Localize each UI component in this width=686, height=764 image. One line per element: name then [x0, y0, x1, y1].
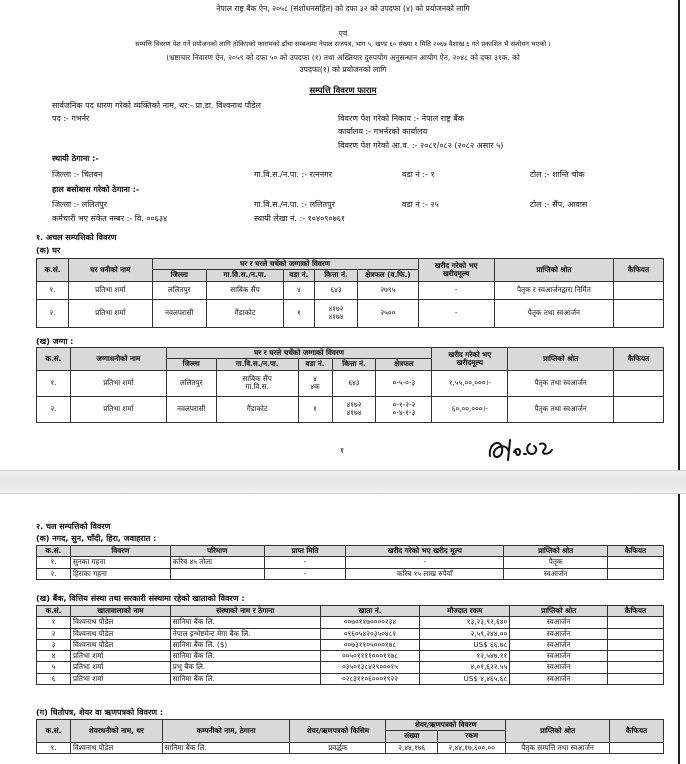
cell-plot: ४१७२ ४१७४ — [332, 396, 376, 422]
header-line-3: सम्पत्ति विवरण पेश गर्ने प्रयोजनको लागि तोकिएको फारामको ढाँचा सम्बन्धमा नेपाल राजपत्र, भाग ५, खण्ड ६० संख्या १ मिति २०६७ वैशाख ६ गते प्रकाशित भै संशोधन भएको । — [135, 40, 551, 48]
valuables-header-row — [37, 546, 664, 557]
valuables-h-source: प्राप्तिको श्रोत — [504, 546, 608, 557]
cell-holder: विश्वनाथ पौडेल — [70, 742, 162, 753]
cell-date: - — [264, 568, 346, 579]
shares-h-remarks: कैफियत — [610, 720, 664, 743]
table-row — [37, 557, 664, 568]
cell-sn: २. — [37, 299, 69, 327]
cell-source: पैतृक तथा स्वआर्जन — [508, 396, 614, 422]
cell-source: स्वआर्जन — [510, 628, 608, 639]
house-h-ward: वडा नं. — [283, 270, 314, 281]
cell-remarks — [608, 651, 664, 662]
cell-bank: नेपाल इन्भेष्टमेन्ट मेगा बैंक लि. — [170, 628, 320, 639]
valuables-table — [36, 545, 664, 580]
table-row — [37, 662, 664, 673]
cell-account: ०३५०१३८४२९०००१५ — [320, 662, 420, 673]
cell-value: - — [418, 299, 494, 327]
cell-count: २,४४,१७६ — [386, 742, 438, 753]
cell-value: करिब १५ लाख रुपैयाँ — [346, 568, 504, 579]
cell-owner: प्रतिभा शर्मा — [70, 396, 166, 422]
cell-account: ००५०११११०००११७८ — [320, 651, 420, 662]
land-h-location: घर र घरले चर्चेको जग्गाको विवरण — [166, 348, 432, 359]
cell-sn: ३ — [37, 639, 71, 650]
cell-sn: ४ — [37, 651, 71, 662]
section2-sub-c: (ग) धितोपत्र, शेयर वा ऋणपत्रको विवरण : — [36, 708, 164, 717]
cell-source: पैतृक तथा स्वआर्जन — [494, 299, 613, 327]
declarant-name: सार्वजनिक पद धारण गरेको व्यक्तिको नाम, थर:- प्रा.डा. विश्वनाथ पौडेल — [52, 101, 261, 110]
header-line-4: (भ्रष्टाचार निवारण ऐन, २०५९ को दफा ५० को उपदफा (१) तथा अख्तियार दुरुपयोग अनुसन्धान आयोग ऐन, २०४८ को दफा ३१क. को — [166, 53, 520, 62]
cell-bank: सानिमा बैंक लि. — [170, 651, 320, 662]
table-row — [37, 651, 664, 662]
cell-plot: ४१७२ ४१७४ — [314, 299, 357, 327]
cell-holder: विश्वनाथ पौडेल — [70, 617, 170, 628]
cell-balance: US$ ६६.७८ — [420, 639, 510, 650]
bank-h-balance: मौज्दात रकम — [420, 606, 510, 617]
cell-desc: सुनका गहना — [70, 557, 170, 568]
cell-vdc: गैंडाकोट — [206, 299, 283, 327]
cell-value: १,५५,००,०००।- — [432, 370, 508, 396]
cell-balance: US$ ४,४६५.६८ — [420, 673, 510, 684]
cell-plot: ६४३ — [314, 281, 357, 299]
land-h-sn: क.सं. — [37, 348, 71, 371]
permanent-ward: वडा नं :- १ — [402, 170, 435, 179]
cell-source: स्वआर्जन — [510, 662, 608, 673]
cell-source: स्वआर्जन — [510, 639, 608, 650]
land-h-area: क्षेत्रफल — [376, 359, 432, 370]
cell-value: ६०,००,०००।- — [432, 396, 508, 422]
table-row — [37, 281, 664, 299]
table-row — [37, 617, 664, 628]
valuables-h-date: प्राप्त मिति — [264, 546, 346, 557]
declarant-fiscal-year: विवरण पेश गरेको आ.व. :- २०८१/०८२ (२०८२ असार ५) — [338, 141, 504, 150]
cell-sn: १. — [37, 370, 71, 396]
cell-remarks — [608, 662, 664, 673]
cell-account: ००७३११०५०००१७८ — [320, 639, 420, 650]
cell-source: पैतृक र स्वआर्जनद्वारा निर्मित — [494, 281, 613, 299]
current-ward: वडा नं :- २५ — [402, 200, 439, 209]
current-vdc: गा.वि.स./न.पा. :- ललितपुर — [254, 200, 335, 209]
table-row — [37, 568, 664, 579]
shares-h-count: संख्या — [386, 731, 438, 742]
cell-remarks — [608, 568, 664, 579]
cell-account: ०२८३११०६०००१९२२ — [320, 673, 420, 684]
cell-bank: सानिमा बैंक लि. — [170, 673, 320, 684]
house-h-remarks: कैफियत — [613, 259, 663, 282]
cell-sn: १. — [37, 742, 71, 753]
cell-remarks — [614, 370, 664, 396]
valuables-h-remarks: कैफियत — [608, 546, 664, 557]
cell-owner: प्रतिभा शर्मा — [69, 281, 152, 299]
shares-table — [36, 719, 664, 754]
cell-sn: २. — [37, 396, 71, 422]
header-line-1: नेपाल राष्ट्र बैंक ऐन, २०५८ (संशोधनसहित) को दफा ३२ को उपदफा (४) को प्रयोजनको लागि — [216, 4, 470, 13]
cell-company: सानिमा बैंक लि. — [162, 742, 290, 753]
declarant-post: पद :- गभर्नर — [52, 114, 90, 123]
cell-sn: ५ — [37, 662, 71, 673]
cell-account: ०९६०५४२०३५०४८१ — [320, 628, 420, 639]
cell-account: ००७०११७००००२३४ — [320, 617, 420, 628]
house-h-area: क्षेत्रफल (व.फि.) — [358, 270, 418, 281]
cell-area: ०-१-२-२ ०-४-१-३ — [376, 396, 432, 422]
cell-district: नवलपरासी — [166, 396, 216, 422]
cell-source: स्वआर्जन — [510, 617, 608, 628]
section2-sub-b: (ख) बैंक, वित्तिय संस्था तथा सरकारी संस्थामा रहेको खाताको विवरण : — [36, 594, 245, 603]
section1-sub-b: (ख) जग्गा : — [36, 337, 74, 346]
table-row — [37, 639, 664, 650]
house-header-row-1 — [37, 259, 664, 270]
bank-h-remarks: कैफियत — [608, 606, 664, 617]
cell-sn: ६ — [37, 673, 71, 684]
cell-bank: प्रभु बैंक लि. — [170, 662, 320, 673]
cell-plot: ६४३ — [332, 370, 376, 396]
bank-h-sn: क.सं. — [37, 606, 71, 617]
cell-sn: १. — [37, 281, 69, 299]
cell-balance: १२,५४७.११ — [420, 651, 510, 662]
shares-h-holder: शेयरधनीको नाम, थर — [70, 720, 162, 743]
shares-h-amount: रकम — [438, 731, 506, 742]
shares-h-company: कम्पनीको नाम, ठेगाना — [162, 720, 290, 743]
cell-holder: प्रतिभा शर्मा — [70, 673, 170, 684]
declarant-office-body: विवरण पेश गरेको निकाय :- नेपाल राष्ट्र बैंक — [338, 114, 464, 123]
cell-sn: १. — [37, 557, 71, 568]
cell-ward: ४ ४क — [298, 370, 332, 396]
house-h-value: खरीद गरेको भए खरीदमूल्य — [418, 259, 494, 282]
cell-value: - — [346, 557, 504, 568]
cell-area: २७९५ — [358, 281, 418, 299]
shares-header-row-1 — [37, 720, 664, 731]
page-separator — [0, 470, 686, 494]
shares-h-sn: क.सं. — [37, 720, 71, 743]
cell-remarks — [610, 742, 664, 753]
valuables-h-desc: विवरण — [70, 546, 170, 557]
table-row — [37, 299, 664, 327]
cell-date: - — [264, 557, 346, 568]
cell-district: ललितपुर — [152, 281, 206, 299]
bank-header-row — [37, 606, 664, 617]
cell-remarks — [613, 299, 663, 327]
cell-qty: करिब ४५ तोला — [170, 557, 264, 568]
cell-balance: २,५९,२४४.०० — [420, 628, 510, 639]
cell-sn: २ — [37, 628, 71, 639]
cell-vdc: साबिक सैंप गा.वि.स. — [216, 370, 298, 396]
valuables-h-sn: क.सं. — [37, 546, 71, 557]
cell-district: ललितपुर — [166, 370, 216, 396]
cell-balance: ४,०१,६२२.५५ — [420, 662, 510, 673]
cell-vdc: साबिक सैंप — [206, 281, 283, 299]
section1-title: १. अचल सम्पत्तिको विवरण — [36, 233, 117, 242]
land-h-owner: जग्गाधनीको नाम — [70, 348, 166, 371]
cell-area: ०-५-०-३ — [376, 370, 432, 396]
house-h-district: जिल्ला — [152, 270, 206, 281]
house-h-location: घर र घरले चर्चेको जग्गाको विवरण — [152, 259, 418, 270]
cell-holder: प्रतिभा शर्मा — [70, 662, 170, 673]
cell-holder: विश्वनाथ पौडेल — [70, 639, 170, 650]
cell-source: स्वआर्जन — [510, 651, 608, 662]
pan-number: स्थायी लेखा नं. :- १०४०९०७६१ — [254, 214, 346, 223]
cell-sn: १ — [37, 617, 71, 628]
house-h-vdc: गा.वि.स./न.पा. — [206, 270, 283, 281]
land-h-vdc: गा.वि.स./न.पा. — [216, 359, 298, 370]
table-row — [37, 628, 664, 639]
cell-ward: १ — [283, 299, 314, 327]
table-row — [37, 673, 664, 684]
cell-source: स्वआर्जन — [510, 673, 608, 684]
land-header-row-1 — [37, 348, 664, 359]
table-row — [37, 396, 664, 422]
valuables-h-qty: परिमाण — [170, 546, 264, 557]
cell-qty — [170, 568, 264, 579]
section2-title: २. चल सम्पत्तिको विवरण — [36, 522, 111, 531]
permanent-vdc: गा.वि.स./न.पा. :- रत्ननगर — [254, 170, 333, 179]
bank-h-account: खाता नं. — [320, 606, 420, 617]
current-district: जिल्ला :- ललितपुर — [52, 200, 108, 209]
employee-number: कर्मचारी भए संकेत नम्बर :- वि. ००६३४ — [52, 214, 168, 223]
cell-area: २५०० — [358, 299, 418, 327]
header-line-5: उपदफा(१) को प्रयोजनको लागि — [299, 65, 387, 74]
cell-district: नवलपरासी — [152, 299, 206, 327]
shares-h-source: प्राप्तिको श्रोत — [506, 720, 610, 743]
valuables-h-value: खरीद गरेको भए खरीद मूल्य — [346, 546, 504, 557]
cell-source: पैतृक — [504, 557, 608, 568]
bank-h-bank: संस्थाको नाम र ठेगाना — [170, 606, 320, 617]
form-title: सम्पत्ति विवरण फाराम — [309, 85, 377, 95]
house-h-source: प्राप्तिको श्रोत — [494, 259, 613, 282]
cell-source: पैतृक तथा स्वआर्जन — [508, 370, 614, 396]
shares-h-type: शेयर/ऋणपत्रको किसिम — [290, 720, 386, 743]
cell-owner: प्रतिभा शर्मा — [69, 299, 152, 327]
land-h-plot: कित्ता नं. — [332, 359, 376, 370]
page-edge-rule — [678, 494, 680, 764]
cell-remarks — [608, 639, 664, 650]
table-row — [37, 742, 664, 753]
cell-type: प्रवर्द्धक — [290, 742, 386, 753]
cell-desc: हिराका गहना — [70, 568, 170, 579]
cell-bank: सानिमा बैंक लि. ($) — [170, 639, 320, 650]
bank-h-holder: खातावालाको नाम — [70, 606, 170, 617]
bank-accounts-table — [36, 605, 664, 685]
cell-bank: सानिमा बैंक लि. — [170, 617, 320, 628]
table-row — [37, 370, 664, 396]
house-h-plot: कित्ता नं. — [314, 270, 357, 281]
cell-ward: १ — [298, 396, 332, 422]
land-h-district: जिल्ला — [166, 359, 216, 370]
cell-source: स्वआर्जन — [504, 568, 608, 579]
cell-holder: प्रतिभा शर्मा — [70, 651, 170, 662]
current-address-heading: हाल बसोबास गरेको ठेगाना :- — [52, 185, 140, 194]
cell-remarks — [608, 557, 664, 568]
cell-amount: २,४४,१७,६००.०० — [438, 742, 506, 753]
permanent-tole: टोल :- शान्ति चोक — [530, 170, 585, 179]
land-h-source: प्राप्तिको श्रोत — [508, 348, 614, 371]
current-tole: टोल :- सैंप, आवास — [530, 200, 588, 209]
bank-h-source: प्राप्तिको श्रोत — [510, 606, 608, 617]
cell-remarks — [608, 628, 664, 639]
cell-ward: ४ — [283, 281, 314, 299]
permanent-district: जिल्ला :- चितवन — [52, 170, 103, 179]
cell-sn: २. — [37, 568, 71, 579]
cell-vdc: गैंडाकोट — [216, 396, 298, 422]
section2-sub-a: (क) नगद, सुन, चाँदी, हिरा, जवाहरात : — [36, 534, 157, 543]
header-line-2: एवं — [338, 29, 348, 38]
cell-remarks — [613, 281, 663, 299]
cell-source: पैतृक सम्पत्ति तथा स्वआर्जन — [506, 742, 610, 753]
cell-remarks — [608, 617, 664, 628]
house-table — [36, 258, 664, 328]
declarant-office: कार्यालय :- गभर्नरको कार्यालय — [338, 127, 428, 136]
house-h-sn: क.सं. — [37, 259, 69, 282]
land-h-value: खरीद गरेको भए खरीदमूल्य — [432, 348, 508, 371]
house-h-owner: घर धनीको नाम — [69, 259, 152, 282]
shares-h-details: शेयर/ऋणपत्रको विवरण — [386, 720, 506, 731]
handwritten-signature — [486, 430, 556, 464]
cell-balance: १३,२३,९२,६४० — [420, 617, 510, 628]
page-number: १ — [340, 446, 345, 455]
cell-value: - — [418, 281, 494, 299]
land-h-ward: वडा नं. — [298, 359, 332, 370]
land-table — [36, 347, 664, 423]
land-h-remarks: कैफियत — [614, 348, 664, 371]
section1-sub-a: (क) घर — [36, 246, 61, 255]
cell-holder: विश्वनाथ पौडेल — [70, 628, 170, 639]
cell-owner: प्रतिभा शर्मा — [70, 370, 166, 396]
cell-remarks — [608, 673, 664, 684]
cell-remarks — [614, 396, 664, 422]
document-page-2 — [0, 494, 686, 764]
permanent-address-heading: स्थायी ठेगाना :- — [52, 154, 99, 163]
